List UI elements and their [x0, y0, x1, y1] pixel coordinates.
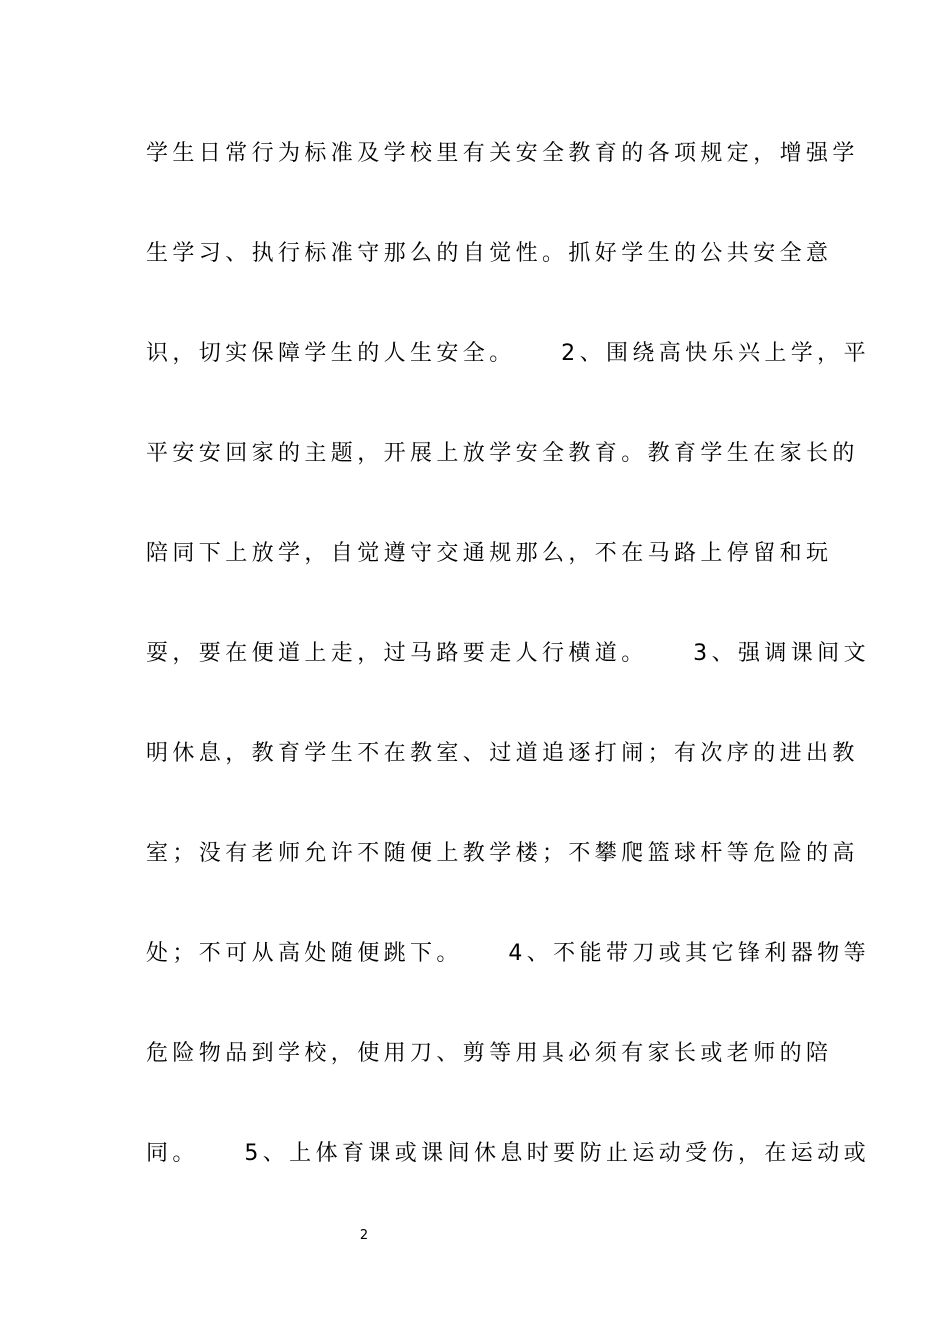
text-line: 陪同下上放学，自觉遵守交通规那么，不在马路上停留和玩	[146, 541, 833, 566]
text-line: 明休息，教育学生不在教室、过道追逐打闹；有次序的进出教	[146, 741, 859, 766]
text-line: 平安安回家的主题，开展上放学安全教育。教育学生在家长的	[146, 441, 859, 466]
text-line: 同。 5、上体育课或课间休息时要防止运动受伤，在运动或	[146, 1141, 870, 1166]
text-line: 处；不可从高处随便跳下。 4、不能带刀或其它锋利器物等	[146, 941, 870, 966]
text-line: 识，切实保障学生的人生安全。 2、围绕高快乐兴上学，平	[146, 341, 870, 366]
text-line: 危险物品到学校，使用刀、剪等用具必须有家长或老师的陪	[146, 1041, 833, 1066]
page-number: 2	[359, 1228, 369, 1243]
text-line: 学生日常行为标准及学校里有关安全教育的各项规定，增强学	[146, 141, 859, 166]
text-line: 室；没有老师允许不随便上教学楼；不攀爬篮球杆等危险的高	[146, 841, 859, 866]
text-line: 生学习、执行标准守那么的自觉性。抓好学生的公共安全意	[146, 241, 833, 266]
text-line: 耍，要在便道上走，过马路要走人行横道。 3、强调课间文	[146, 641, 870, 666]
body-text	[146, 126, 870, 1226]
